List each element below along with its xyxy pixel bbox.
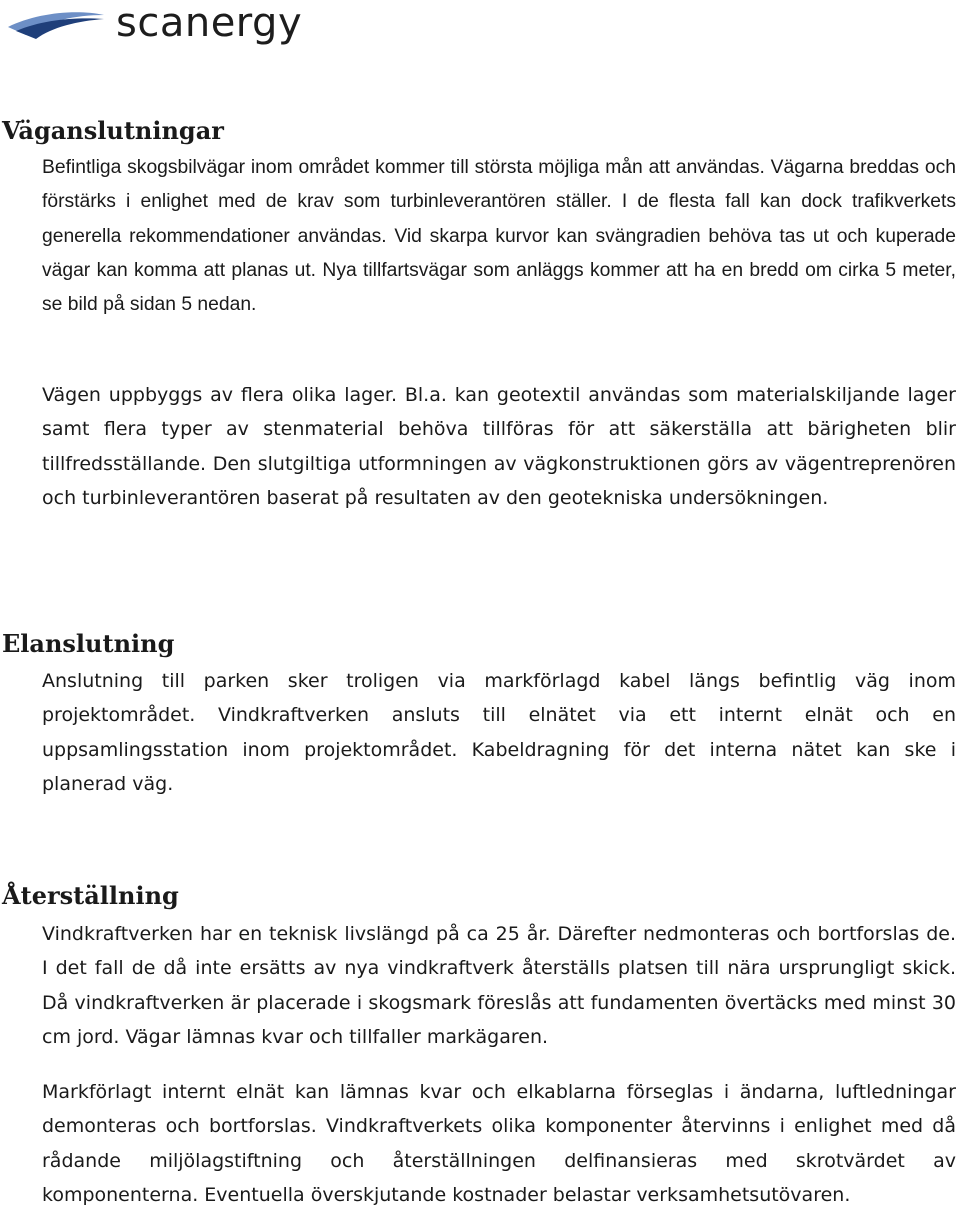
paragraph-vaganslutningar-1: Befintliga skogsbilvägar inom området kommer till största möjliga mån att användas. Vägarna breddas och förstärks i enlighet med de krav som turbinleverantören ställer. I de flesta fall kan dock trafikverkets generella rekommendationer användas. Vid skarpa kurvor kan svängradien behöva tas ut och kuperade vägar kan komma att planas ut. Nya tillfartsvägar som anläggs kommer att ha en bredd om cirka 5 meter, se bild på sidan 5 nedan. [42,157,956,316]
paragraph-vaganslutningar-2: Vägen uppbyggs av flera olika lager. Bl.a. kan geotextil användas som materialskiljande lager samt flera typer av stenmaterial behöva tillföras för att säkerställa att bärigheten blir tillfredsställande. Den slutgiltiga utformningen av vägkonstruktionen görs av vägentreprenören och turbinleverantören baserat på resultaten av den geotekniska undersökningen. [42,384,956,509]
logo-wordmark: scanergy [116,0,303,46]
company-logo [6,0,302,46]
heading-vaganslutningar: Väganslutningar [2,116,224,145]
heading-aterstallning: Återställning [2,881,179,910]
paragraph-aterstallning-2: Markförlagt internt elnät kan lämnas kvar och elkablarna förseglas i ändarna, luftledningar demonteras och bortforslas. Vindkraftverkets olika komponenter återvinns i enlighet med då rådande miljölagstiftning och återställningen delfinansieras med skrotvärdet av komponenterna. Eventuella överskjutande kostnader belastar verksamhetsutövaren. [42,1081,956,1206]
swoosh-logo-icon [6,5,106,41]
paragraph-aterstallning-1: Vindkraftverken har en teknisk livslängd på ca 25 år. Därefter nedmonteras och bortforslas de. I det fall de då inte ersätts av nya vindkraftverk återställs platsen till nära ursprungligt skick. Då vindkraftverken är placerade i skogsmark föreslås att fundamenten övertäcks med minst 30 cm jord. Vägar lämnas kvar och tillfaller markägaren. [42,923,956,1048]
paragraph-elanslutning-1: Anslutning till parken sker troligen via markförlagd kabel längs befintlig väg inom projektområdet. Vindkraftverken ansluts till elnätet via ett internt elnät och en uppsamlingsstation inom projektområdet. Kabeldragning för det interna nätet kan ske i planerad väg. [42,670,956,795]
heading-elanslutning: Elanslutning [2,629,175,658]
